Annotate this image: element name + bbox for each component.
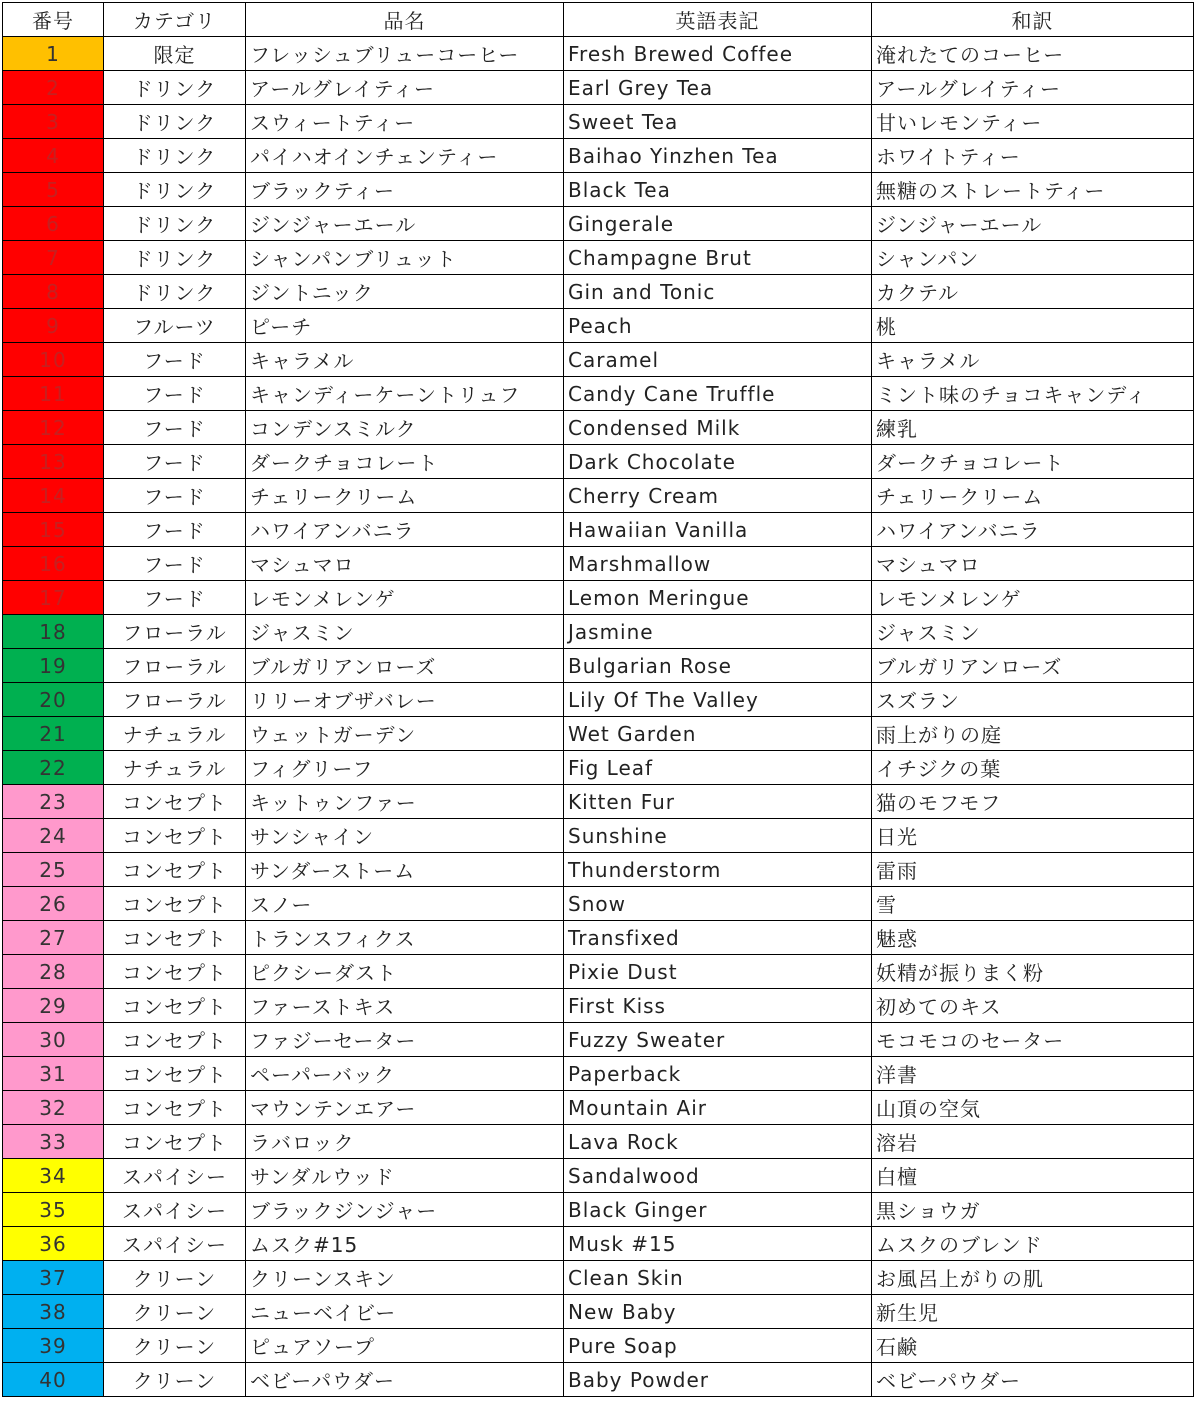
row-category: コンセプト <box>104 853 246 887</box>
row-product-name: ハワイアンバニラ <box>246 513 564 547</box>
row-category: ナチュラル <box>104 717 246 751</box>
row-japanese-translation: カクテル <box>872 275 1194 309</box>
row-category: コンセプト <box>104 921 246 955</box>
row-japanese-translation: イチジクの葉 <box>872 751 1194 785</box>
row-category: フード <box>104 581 246 615</box>
row-category: フード <box>104 547 246 581</box>
row-japanese-translation: 妖精が振りまく粉 <box>872 955 1194 989</box>
table-row <box>3 989 1194 1023</box>
row-english-name: Bulgarian Rose <box>564 649 872 683</box>
row-product-name: パイハオインチェンティー <box>246 139 564 173</box>
row-category: コンセプト <box>104 785 246 819</box>
row-product-name: レモンメレンゲ <box>246 581 564 615</box>
row-japanese-translation: 山頂の空気 <box>872 1091 1194 1125</box>
row-number: 27 <box>3 921 104 955</box>
row-english-name: Cherry Cream <box>564 479 872 513</box>
row-english-name: Condensed Milk <box>564 411 872 445</box>
row-english-name: First Kiss <box>564 989 872 1023</box>
table-row <box>3 751 1194 785</box>
row-japanese-translation: ベビーパウダー <box>872 1363 1194 1397</box>
row-japanese-translation: 雨上がりの庭 <box>872 717 1194 751</box>
row-english-name: Fuzzy Sweater <box>564 1023 872 1057</box>
row-japanese-translation: 雷雨 <box>872 853 1194 887</box>
row-japanese-translation: シャンパン <box>872 241 1194 275</box>
row-english-name: Gingerale <box>564 207 872 241</box>
row-product-name: ペーパーバック <box>246 1057 564 1091</box>
row-product-name: コンデンスミルク <box>246 411 564 445</box>
table-row <box>3 1159 1194 1193</box>
row-japanese-translation: 初めてのキス <box>872 989 1194 1023</box>
row-category: クリーン <box>104 1329 246 1363</box>
row-number: 14 <box>3 479 104 513</box>
table-row <box>3 207 1194 241</box>
row-number: 9 <box>3 309 104 343</box>
row-english-name: Sunshine <box>564 819 872 853</box>
row-number: 36 <box>3 1227 104 1261</box>
row-number: 33 <box>3 1125 104 1159</box>
row-product-name: ジンジャーエール <box>246 207 564 241</box>
row-number: 23 <box>3 785 104 819</box>
row-category: コンセプト <box>104 819 246 853</box>
row-english-name: Black Tea <box>564 173 872 207</box>
row-product-name: ファジーセーター <box>246 1023 564 1057</box>
table-row <box>3 1363 1194 1397</box>
row-number: 15 <box>3 513 104 547</box>
row-category: フード <box>104 377 246 411</box>
table-row <box>3 1193 1194 1227</box>
row-japanese-translation: ミント味のチョコキャンディ <box>872 377 1194 411</box>
row-number: 35 <box>3 1193 104 1227</box>
table-row <box>3 241 1194 275</box>
row-japanese-translation: レモンメレンゲ <box>872 581 1194 615</box>
row-number: 26 <box>3 887 104 921</box>
row-english-name: Clean Skin <box>564 1261 872 1295</box>
row-english-name: Baihao Yinzhen Tea <box>564 139 872 173</box>
table-body <box>3 37 1194 1397</box>
row-number: 1 <box>3 37 104 71</box>
row-category: コンセプト <box>104 1125 246 1159</box>
row-japanese-translation: マシュマロ <box>872 547 1194 581</box>
row-number: 3 <box>3 105 104 139</box>
row-japanese-translation: チェリークリーム <box>872 479 1194 513</box>
row-product-name: ダークチョコレート <box>246 445 564 479</box>
row-product-name: マシュマロ <box>246 547 564 581</box>
row-product-name: ブラックティー <box>246 173 564 207</box>
table-row <box>3 1329 1194 1363</box>
row-category: スパイシー <box>104 1193 246 1227</box>
row-english-name: Lemon Meringue <box>564 581 872 615</box>
table-row <box>3 819 1194 853</box>
row-japanese-translation: 溶岩 <box>872 1125 1194 1159</box>
row-japanese-translation: 白檀 <box>872 1159 1194 1193</box>
row-number: 11 <box>3 377 104 411</box>
row-english-name: New Baby <box>564 1295 872 1329</box>
table-row <box>3 717 1194 751</box>
row-category: フローラル <box>104 683 246 717</box>
row-category: フード <box>104 513 246 547</box>
table-row <box>3 581 1194 615</box>
row-english-name: Marshmallow <box>564 547 872 581</box>
row-product-name: ピクシーダスト <box>246 955 564 989</box>
row-product-name: サンシャイン <box>246 819 564 853</box>
row-english-name: Sandalwood <box>564 1159 872 1193</box>
row-number: 20 <box>3 683 104 717</box>
row-category: クリーン <box>104 1261 246 1295</box>
table-row <box>3 513 1194 547</box>
row-number: 30 <box>3 1023 104 1057</box>
row-number: 18 <box>3 615 104 649</box>
table-row <box>3 615 1194 649</box>
row-number: 39 <box>3 1329 104 1363</box>
row-japanese-translation: 練乳 <box>872 411 1194 445</box>
table-row <box>3 955 1194 989</box>
row-japanese-translation: アールグレイティー <box>872 71 1194 105</box>
row-product-name: ウェットガーデン <box>246 717 564 751</box>
row-product-name: トランスフィクス <box>246 921 564 955</box>
row-category: クリーン <box>104 1295 246 1329</box>
table-row <box>3 1091 1194 1125</box>
row-japanese-translation: 無糖のストレートティー <box>872 173 1194 207</box>
row-category: ドリンク <box>104 71 246 105</box>
row-english-name: Gin and Tonic <box>564 275 872 309</box>
row-japanese-translation: スズラン <box>872 683 1194 717</box>
row-japanese-translation: 猫のモフモフ <box>872 785 1194 819</box>
header-product-name: 品名 <box>246 3 564 37</box>
table-row <box>3 343 1194 377</box>
row-english-name: Earl Grey Tea <box>564 71 872 105</box>
row-japanese-translation: ジンジャーエール <box>872 207 1194 241</box>
row-japanese-translation: モコモコのセーター <box>872 1023 1194 1057</box>
table-row <box>3 139 1194 173</box>
row-japanese-translation: お風呂上がりの肌 <box>872 1261 1194 1295</box>
table-row <box>3 1261 1194 1295</box>
table-row <box>3 785 1194 819</box>
table-row <box>3 105 1194 139</box>
row-category: フローラル <box>104 615 246 649</box>
row-number: 5 <box>3 173 104 207</box>
row-product-name: シャンパンブリュット <box>246 241 564 275</box>
row-product-name: スノー <box>246 887 564 921</box>
row-category: ドリンク <box>104 173 246 207</box>
row-product-name: キャラメル <box>246 343 564 377</box>
table-row <box>3 887 1194 921</box>
header-row <box>3 3 1194 37</box>
row-japanese-translation: 魅惑 <box>872 921 1194 955</box>
table-row <box>3 1057 1194 1091</box>
row-product-name: ラバロック <box>246 1125 564 1159</box>
row-japanese-translation: 淹れたてのコーヒー <box>872 37 1194 71</box>
table-row <box>3 649 1194 683</box>
table-row <box>3 411 1194 445</box>
row-number: 7 <box>3 241 104 275</box>
row-english-name: Fig Leaf <box>564 751 872 785</box>
row-product-name: キャンディーケーントリュフ <box>246 377 564 411</box>
row-product-name: キットゥンファー <box>246 785 564 819</box>
row-category: ドリンク <box>104 105 246 139</box>
row-english-name: Baby Powder <box>564 1363 872 1397</box>
row-japanese-translation: ジャスミン <box>872 615 1194 649</box>
row-japanese-translation: ブルガリアンローズ <box>872 649 1194 683</box>
row-english-name: Kitten Fur <box>564 785 872 819</box>
row-english-name: Lily Of The Valley <box>564 683 872 717</box>
row-category: コンセプト <box>104 1091 246 1125</box>
row-product-name: ブラックジンジャー <box>246 1193 564 1227</box>
row-number: 38 <box>3 1295 104 1329</box>
table-row <box>3 37 1194 71</box>
table-row <box>3 1295 1194 1329</box>
row-english-name: Candy Cane Truffle <box>564 377 872 411</box>
table-row <box>3 1023 1194 1057</box>
row-english-name: Paperback <box>564 1057 872 1091</box>
row-number: 25 <box>3 853 104 887</box>
row-category: フード <box>104 479 246 513</box>
row-japanese-translation: キャラメル <box>872 343 1194 377</box>
row-category: コンセプト <box>104 955 246 989</box>
row-english-name: Sweet Tea <box>564 105 872 139</box>
row-english-name: Musk #15 <box>564 1227 872 1261</box>
row-japanese-translation: 黒ショウガ <box>872 1193 1194 1227</box>
row-japanese-translation: ムスクのブレンド <box>872 1227 1194 1261</box>
row-product-name: ジャスミン <box>246 615 564 649</box>
row-japanese-translation: 甘いレモンティー <box>872 105 1194 139</box>
row-number: 31 <box>3 1057 104 1091</box>
header-english: 英語表記 <box>564 3 872 37</box>
row-product-name: ニューベイビー <box>246 1295 564 1329</box>
row-product-name: フィグリーフ <box>246 751 564 785</box>
row-number: 19 <box>3 649 104 683</box>
row-japanese-translation: 石鹸 <box>872 1329 1194 1363</box>
row-category: フード <box>104 445 246 479</box>
row-number: 22 <box>3 751 104 785</box>
row-category: フード <box>104 411 246 445</box>
table-row <box>3 853 1194 887</box>
row-number: 21 <box>3 717 104 751</box>
row-number: 32 <box>3 1091 104 1125</box>
row-english-name: Wet Garden <box>564 717 872 751</box>
row-english-name: Peach <box>564 309 872 343</box>
table-row <box>3 1227 1194 1261</box>
row-japanese-translation: 桃 <box>872 309 1194 343</box>
row-number: 16 <box>3 547 104 581</box>
row-category: スパイシー <box>104 1227 246 1261</box>
row-category: コンセプト <box>104 887 246 921</box>
row-product-name: ムスク#15 <box>246 1227 564 1261</box>
row-number: 28 <box>3 955 104 989</box>
row-english-name: Thunderstorm <box>564 853 872 887</box>
row-japanese-translation: ダークチョコレート <box>872 445 1194 479</box>
row-english-name: Black Ginger <box>564 1193 872 1227</box>
header-number: 番号 <box>3 3 104 37</box>
row-number: 12 <box>3 411 104 445</box>
row-number: 6 <box>3 207 104 241</box>
row-number: 2 <box>3 71 104 105</box>
table-row <box>3 547 1194 581</box>
row-english-name: Pixie Dust <box>564 955 872 989</box>
row-category: クリーン <box>104 1363 246 1397</box>
row-japanese-translation: ホワイトティー <box>872 139 1194 173</box>
row-english-name: Fresh Brewed Coffee <box>564 37 872 71</box>
table-row <box>3 683 1194 717</box>
scent-table <box>2 2 1194 1397</box>
row-number: 4 <box>3 139 104 173</box>
header-japanese: 和訳 <box>872 3 1194 37</box>
row-product-name: アールグレイティー <box>246 71 564 105</box>
row-number: 13 <box>3 445 104 479</box>
table-row <box>3 275 1194 309</box>
row-english-name: Pure Soap <box>564 1329 872 1363</box>
row-japanese-translation: ハワイアンバニラ <box>872 513 1194 547</box>
table-row <box>3 377 1194 411</box>
row-product-name: ピュアソープ <box>246 1329 564 1363</box>
row-english-name: Champagne Brut <box>564 241 872 275</box>
row-category: ナチュラル <box>104 751 246 785</box>
table-row <box>3 71 1194 105</box>
row-product-name: ジントニック <box>246 275 564 309</box>
row-number: 8 <box>3 275 104 309</box>
row-product-name: チェリークリーム <box>246 479 564 513</box>
row-number: 34 <box>3 1159 104 1193</box>
row-product-name: マウンテンエアー <box>246 1091 564 1125</box>
row-category: コンセプト <box>104 1023 246 1057</box>
row-english-name: Lava Rock <box>564 1125 872 1159</box>
row-category: ドリンク <box>104 241 246 275</box>
row-number: 29 <box>3 989 104 1023</box>
row-english-name: Jasmine <box>564 615 872 649</box>
row-product-name: ファーストキス <box>246 989 564 1023</box>
row-product-name: ピーチ <box>246 309 564 343</box>
row-english-name: Mountain Air <box>564 1091 872 1125</box>
row-number: 40 <box>3 1363 104 1397</box>
row-product-name: スウィートティー <box>246 105 564 139</box>
row-japanese-translation: 新生児 <box>872 1295 1194 1329</box>
row-category: ドリンク <box>104 207 246 241</box>
row-product-name: サンダルウッド <box>246 1159 564 1193</box>
row-number: 10 <box>3 343 104 377</box>
row-category: コンセプト <box>104 989 246 1023</box>
row-product-name: ブルガリアンローズ <box>246 649 564 683</box>
table-row <box>3 445 1194 479</box>
row-category: フローラル <box>104 649 246 683</box>
row-product-name: リリーオブザバレー <box>246 683 564 717</box>
row-category: ドリンク <box>104 139 246 173</box>
row-number: 17 <box>3 581 104 615</box>
row-japanese-translation: 雪 <box>872 887 1194 921</box>
row-english-name: Hawaiian Vanilla <box>564 513 872 547</box>
row-japanese-translation: 洋書 <box>872 1057 1194 1091</box>
row-english-name: Transfixed <box>564 921 872 955</box>
table-row <box>3 309 1194 343</box>
row-category: 限定 <box>104 37 246 71</box>
row-english-name: Dark Chocolate <box>564 445 872 479</box>
row-category: フード <box>104 343 246 377</box>
table-row <box>3 479 1194 513</box>
header-category: カテゴリ <box>104 3 246 37</box>
row-product-name: ベビーパウダー <box>246 1363 564 1397</box>
row-category: ドリンク <box>104 275 246 309</box>
row-english-name: Snow <box>564 887 872 921</box>
row-number: 24 <box>3 819 104 853</box>
table-row <box>3 1125 1194 1159</box>
row-product-name: サンダーストーム <box>246 853 564 887</box>
table-row <box>3 173 1194 207</box>
row-japanese-translation: 日光 <box>872 819 1194 853</box>
row-category: フルーツ <box>104 309 246 343</box>
row-number: 37 <box>3 1261 104 1295</box>
row-english-name: Caramel <box>564 343 872 377</box>
row-category: コンセプト <box>104 1057 246 1091</box>
table-row <box>3 921 1194 955</box>
row-product-name: フレッシュブリューコーヒー <box>246 37 564 71</box>
row-category: スパイシー <box>104 1159 246 1193</box>
row-product-name: クリーンスキン <box>246 1261 564 1295</box>
